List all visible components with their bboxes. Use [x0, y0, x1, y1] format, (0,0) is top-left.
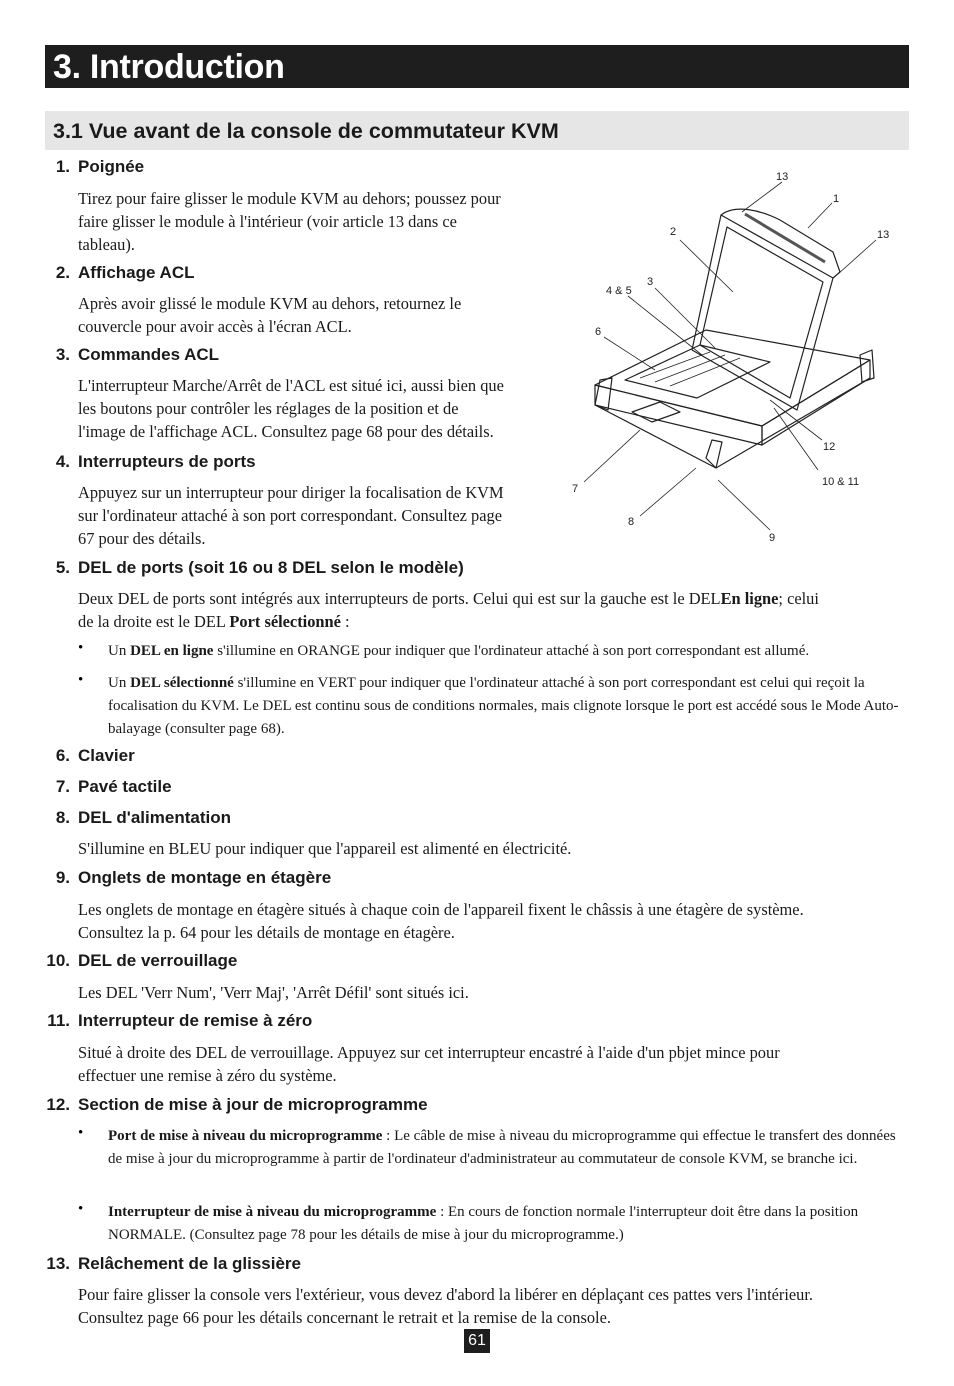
label-7: 7 [572, 483, 579, 495]
item-text-9: Les onglets de montage en étagère situés à chaque coin de l'appareil fixent le châssis à une étagère de système. Consultez la p. 64 pour les détails de montage en étagère. [78, 900, 804, 942]
item-text-4: Appuyez sur un interrupteur pour diriger la focalisation de KVM sur l'ordinateur attaché à son port correspondant. Consultez page 67 pour des détails. [78, 483, 504, 548]
label-9: 9 [769, 532, 776, 544]
bullet-glyph: • [78, 640, 84, 656]
item-text-8: S'illumine en BLEU pour indiquer que l'appareil est alimenté en électricité. [78, 839, 572, 858]
chapter-title: 3. Introduction [53, 48, 285, 86]
item-heading-3: 3. Commandes ACL [55, 345, 220, 364]
label-2: 2 [670, 226, 677, 238]
item-heading-1: 1. Poignée [55, 157, 145, 176]
item-heading-12: 12. Section de mise à jour de microprogramme [46, 1095, 428, 1114]
page-number: 61 [464, 1329, 490, 1353]
bullet-selected-led: Un DEL sélectionné s'illumine en VERT pour indiquer que l'ordinateur attaché à son port correspondant est celui qui reçoit la focalisation du KVM. Le DEL est continu sous de conditions normales, mais clignote lorsque le port est accédé sous le Mode Auto-balayage (consulter page 68). [108, 675, 899, 737]
rack-tab-rear [860, 350, 874, 382]
item-heading-2: 2. Affichage ACL [55, 263, 195, 282]
kvm-console-diagram [560, 162, 900, 552]
handle [721, 209, 840, 278]
item-heading-11: 11. Interrupteur de remise à zéro [47, 1011, 313, 1030]
lcd-screen [700, 227, 823, 398]
section-title: 3.1 Vue avant de la console de commutateur KVM [53, 119, 559, 143]
tray-front [595, 385, 762, 445]
bullet-glyph: • [78, 1125, 84, 1141]
label-12: 12 [823, 441, 836, 453]
bullet-firmware-port: Port de mise à niveau du microprogramme : Le câble de mise à niveau du microprogramme qui effectue le transfert des données de mise à jour du microprogramme à partir de l'ordinateur d'administrateur au commutateur de console KVM, se branche ici. [108, 1128, 896, 1167]
item-heading-13: 13. Relâchement de la glissière [46, 1254, 301, 1273]
label-3: 3 [647, 276, 654, 288]
item-heading-6: 6. Clavier [55, 746, 135, 765]
label-4-5: 4 & 5 [606, 285, 632, 297]
label-10-11: 10 & 11 [822, 476, 860, 488]
item-text-2: Après avoir glissé le module KVM au dehors, retournez le couvercle pour avoir accès à l'écran ACL. [78, 294, 462, 336]
item-text-13: Pour faire glisser la console vers l'extérieur, vous devez d'abord la libérer en déplaçant ces pattes vers l'intérieur. Consultez page 66 pour les détails concernant le retrait et la remise de la console. [78, 1285, 814, 1327]
item-heading-4: 4. Interrupteurs de ports [55, 452, 256, 471]
tray-top [595, 330, 870, 426]
item-text-10: Les DEL 'Verr Num', 'Verr Maj', 'Arrêt Défil' sont situés ici. [78, 983, 469, 1002]
item-heading-10: 10. DEL de verrouillage [46, 951, 238, 970]
section-header [45, 111, 909, 150]
label-13-top: 13 [776, 171, 789, 183]
label-1: 1 [833, 193, 840, 205]
item-heading-9: 9. Onglets de montage en étagère [55, 868, 332, 887]
label-13-right: 13 [877, 229, 890, 241]
lcd-lid [692, 215, 833, 410]
bullet-firmware-switch: Interrupteur de mise à niveau du microprogramme : En cours de fonction normale l'interrupteur doit être dans la position NORMALE. (Consultez page 78 pour les détails de mise à jour du microprogramme.) [108, 1204, 859, 1243]
item-text-5: Deux DEL de ports sont intégrés aux interrupteurs de ports. Celui qui est sur la gauche est le DELEn ligne; celui de la droite est le DEL Port sélectionné : [78, 589, 819, 631]
item-heading-7: 7. Pavé tactile [55, 777, 172, 796]
item-heading-5: 5. DEL de ports (soit 16 ou 8 DEL selon le modèle) [55, 558, 464, 577]
chapter-header [45, 45, 909, 88]
bullet-glyph: • [78, 672, 84, 688]
item-text-11: Situé à droite des DEL de verrouillage. Appuyez sur cet interrupteur encastré à l'aide d'un pbjet mince pour effectuer une remise à zéro du système. [78, 1043, 780, 1085]
bullet-online-led: Un DEL en ligne s'illumine en ORANGE pour indiquer que l'ordinateur attaché à son port correspondant est allumé. [108, 643, 810, 659]
item-heading-8: 8. DEL d'alimentation [55, 808, 231, 827]
handle-grip [745, 214, 825, 262]
label-8: 8 [628, 516, 635, 528]
item-text-3: L'interrupteur Marche/Arrêt de l'ACL est situé ici, aussi bien que les boutons pour contrôler les réglages de la position et de l'image de l'affichage ACL. Consultez page 68 pour des détails. [78, 376, 504, 441]
label-6: 6 [595, 326, 602, 338]
bullet-glyph: • [78, 1201, 84, 1217]
item-text-1: Tirez pour faire glisser le module KVM au dehors; poussez pour faire glisser le module à l'intérieur (voir article 13 dans ce tableau). [78, 189, 501, 254]
